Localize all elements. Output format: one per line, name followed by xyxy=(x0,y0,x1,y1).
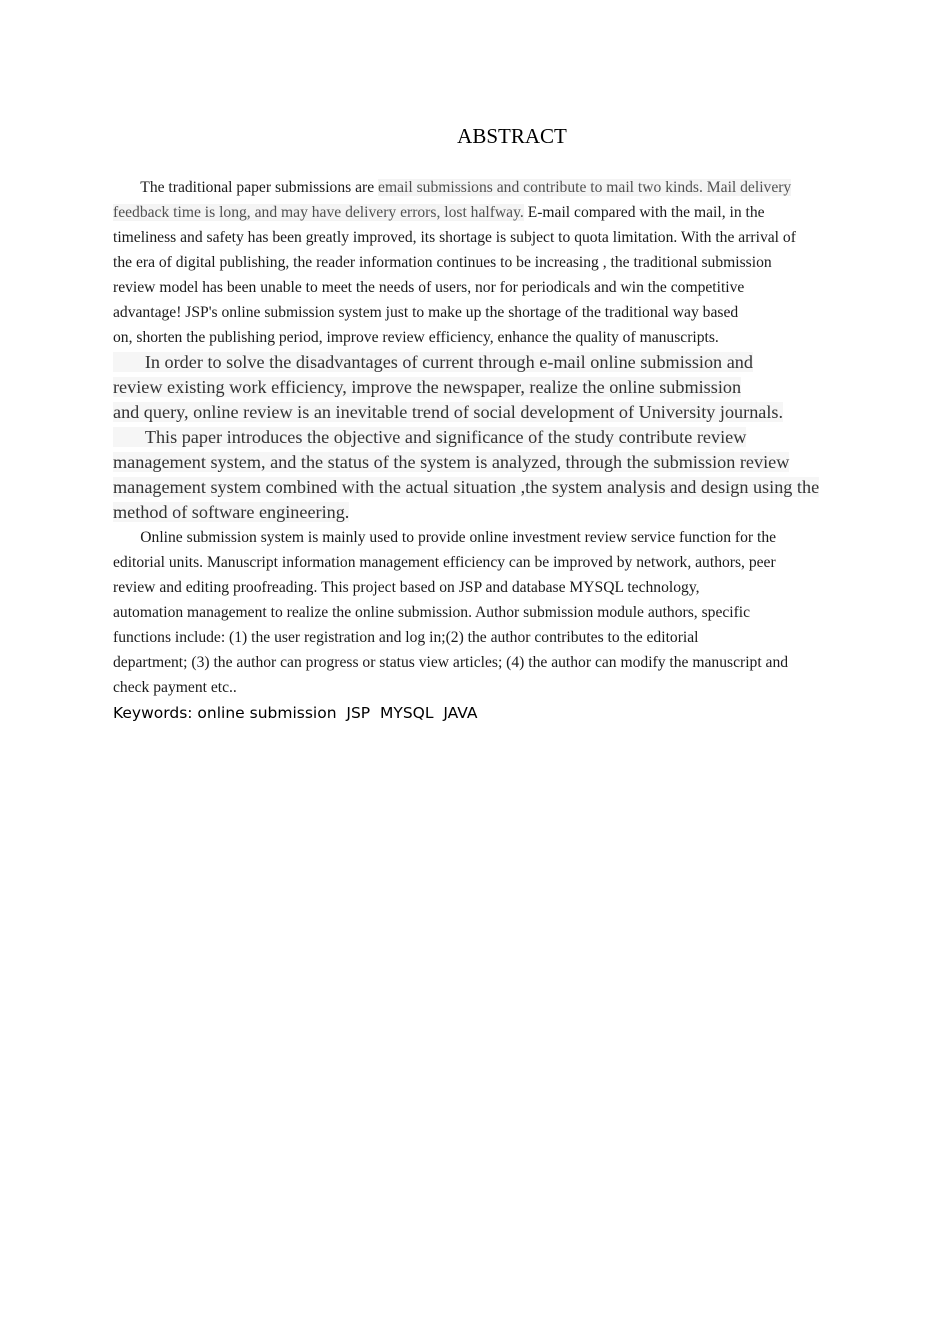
text-line xyxy=(113,400,863,425)
highlighted-text: feedback time is long, and may have delivery errors, lost halfway. xyxy=(113,204,524,221)
text-line: functions include: (1) the user registration and log in;(2) the author contributes to the editorial xyxy=(113,629,699,646)
text-line: on, shorten the publishing period, improve review efficiency, enhance the quality of manuscripts. xyxy=(113,329,719,346)
text-line: timeliness and safety has been greatly improved, its shortage is subject to quota limitation. With the arrival of xyxy=(113,229,796,246)
text-run: E-mail compared with the mail, in the xyxy=(523,204,765,221)
keywords-line: Keywords: online submission JSP MYSQL JAVA xyxy=(113,704,478,722)
abstract-body xyxy=(113,175,863,726)
abstract-heading: ABSTRACT xyxy=(457,124,567,148)
text-line xyxy=(113,450,863,475)
highlighted-text: In order to solve the disadvantages of current through e-mail online submission and xyxy=(113,352,753,372)
highlighted-text: method of software engineering. xyxy=(113,502,350,522)
text-line xyxy=(113,375,863,400)
paragraph-3 xyxy=(113,425,863,525)
text-line: advantage! JSP's online submission system just to make up the shortage of the traditional way based xyxy=(113,304,739,321)
paragraph-4 xyxy=(113,525,863,700)
text-line xyxy=(113,175,863,200)
text-line: review model has been unable to meet the needs of users, nor for periodicals and win the competitive xyxy=(113,279,745,296)
text-line: department; (3) the author can progress or status view articles; (4) the author can modify the manuscript and xyxy=(113,654,789,671)
text-line: Online submission system is mainly used to provide online investment review service function for the xyxy=(113,529,777,546)
paragraph-1 xyxy=(113,175,863,350)
highlighted-text: review existing work efficiency, improve the newspaper, realize the online submission xyxy=(113,377,742,397)
highlighted-text: and query, online review is an inevitable trend of social development of University journals. xyxy=(113,402,784,422)
paragraph-2 xyxy=(113,350,863,425)
highlighted-text: email submissions and contribute to mail two kinds. Mail delivery xyxy=(378,179,792,196)
highlighted-text: This paper introduces the objective and significance of the study contribute review xyxy=(113,427,747,447)
text-line xyxy=(113,475,863,500)
text-line xyxy=(113,350,863,375)
text-line: check payment etc.. xyxy=(113,679,237,696)
text-line: automation management to realize the online submission. Author submission module authors, specific xyxy=(113,604,751,621)
highlighted-text: management system, and the status of the system is analyzed, through the submission review xyxy=(113,452,790,472)
text-line xyxy=(113,425,863,450)
text-line: review and editing proofreading. This project based on JSP and database MYSQL technology, xyxy=(113,579,700,596)
text-line xyxy=(113,200,863,225)
highlighted-text: management system combined with the actual situation ,the system analysis and design using the xyxy=(113,477,820,497)
text-line xyxy=(113,500,863,525)
text-line: the era of digital publishing, the reader information continues to be increasing , the traditional submission xyxy=(113,254,772,271)
text-line: editorial units. Manuscript information management efficiency can be improved by network, authors, peer xyxy=(113,554,776,571)
text-run: The traditional paper submissions are xyxy=(113,179,379,196)
